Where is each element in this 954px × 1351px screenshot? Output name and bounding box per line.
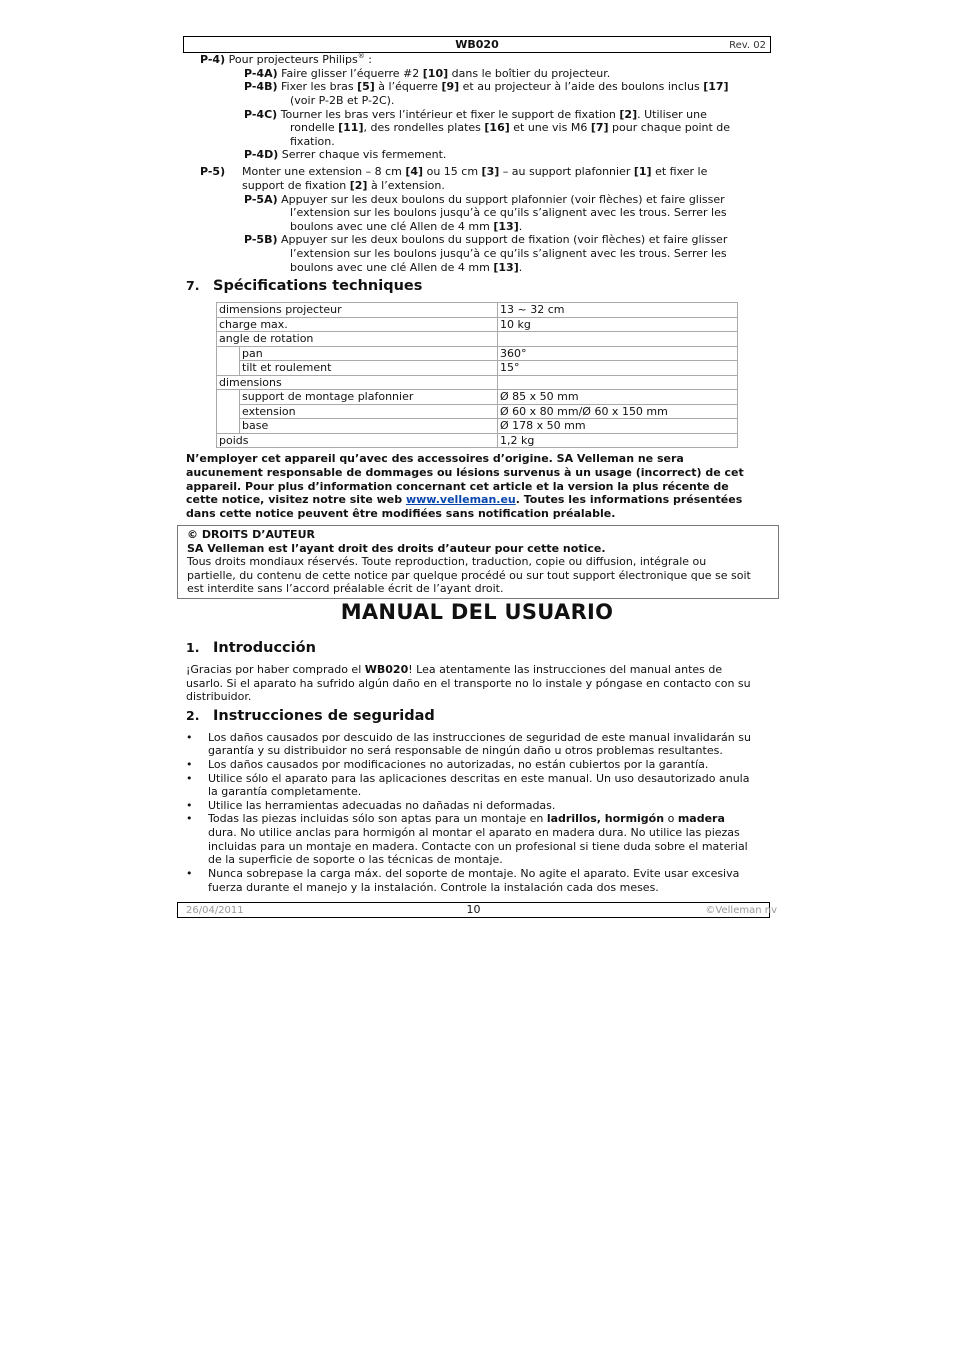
bullet-text: de la superficie de soporte o las técnicas de montaje. <box>208 853 503 866</box>
bullet-text: incluidas para un montaje en madera. Contacte con un profesional si tiene duda sobre el material <box>208 840 748 853</box>
step-label: P-4A) <box>244 67 278 80</box>
spec-value: 360° <box>498 346 738 361</box>
step-text: . <box>518 261 523 274</box>
spec-label: base <box>240 419 498 434</box>
step-text: . <box>518 220 523 233</box>
manual-title: MANUAL DEL USUARIO <box>340 600 614 624</box>
p5a-line-2: l’extension sur les boulons jusqu’à ce qu’ils s’alignent avec les trous. Serrer les <box>290 206 727 219</box>
spec-label: support de montage plafonnier <box>240 390 498 405</box>
bullet-text: Utilice sólo el aparato para las aplicaciones descritas en este manual. Un uso desautorizado anula <box>208 772 750 785</box>
part-ref: [13] <box>493 220 519 233</box>
warning-text: cette notice, visitez notre site web <box>186 493 406 507</box>
step-label: P-4D) <box>244 148 279 161</box>
step-label: P-4B) <box>244 80 278 93</box>
warning-line <box>186 493 766 507</box>
spec-value: 13 ~ 32 cm <box>498 303 738 318</box>
website-link[interactable]: www.velleman.eu <box>405 493 516 507</box>
spec-label: poids <box>217 433 498 448</box>
copyright-box <box>177 525 779 599</box>
step-text: Fixer les bras <box>277 80 358 93</box>
step-text: : <box>364 53 372 66</box>
part-ref: [2] <box>619 108 638 121</box>
spec-value <box>498 375 738 390</box>
copyright-text: Tous droits mondiaux réservés. Toute reproduction, traduction, copie ou diffusion, intégrale ou <box>187 555 707 568</box>
bullet-icon: • <box>186 772 193 785</box>
p5-label <box>200 165 225 179</box>
step-text: Faire glisser l’équerre #2 <box>277 67 423 80</box>
section-number: 7. <box>186 278 200 293</box>
spec-label: angle de rotation <box>217 332 498 347</box>
section-title: Spécifications techniques <box>213 278 423 294</box>
warning-line: dans cette notice peuvent être modifiées sans notification préalable. <box>186 507 616 521</box>
step-text: rondelle <box>290 121 339 134</box>
p4a-line <box>244 67 610 81</box>
p4b-line <box>244 80 729 94</box>
p4d-line <box>244 148 446 162</box>
indent-cell <box>217 404 240 419</box>
warning-line: N’employer cet appareil qu’avec des accessoires d’origine. SA Velleman ne sera <box>186 452 684 465</box>
bullet-text: Utilice las herramientas adecuadas no dañadas ni deformadas. <box>208 799 556 812</box>
intro-line: usarlo. Si el aparato ha sufrido algún daño en el transporte no lo instale y póngase en contacto con su <box>186 677 751 690</box>
step-label: P-5A) <box>244 193 278 206</box>
page-number: 10 <box>466 903 481 916</box>
section-heading-intro <box>186 641 316 656</box>
step-text: , des rondelles plates <box>363 121 485 134</box>
page-header <box>183 36 771 53</box>
step-text: . Utiliser une <box>637 108 707 121</box>
footer-date: 26/04/2011 <box>186 905 244 916</box>
intro-line <box>186 663 722 677</box>
accessory-warning <box>186 452 766 521</box>
p4c-line-2 <box>290 121 730 135</box>
table-row <box>217 375 738 390</box>
copyright-text: partielle, du contenu de cette notice par quelque procédé ou sur tout support électronique que se soit <box>187 569 751 582</box>
step-text: Pour projecteurs Philips <box>225 53 358 66</box>
step-text: pour chaque point de <box>608 121 731 134</box>
step-text: Serrer chaque vis fermement. <box>278 148 447 161</box>
part-ref: [4] <box>405 165 424 178</box>
bullet-text: dura. No utilice anclas para hormigón al montar el aparato en madera dura. No utilice las piezas <box>208 826 740 839</box>
part-ref: [9] <box>441 80 460 93</box>
bullet-text: Los daños causados por descuido de las instrucciones de seguridad de este manual invalidarán su <box>208 731 751 744</box>
revision: Rev. 02 <box>729 40 766 51</box>
step-text: à l’extension. <box>367 179 445 192</box>
copyright-title: © DROITS D’AUTEUR <box>187 528 315 541</box>
p5b-line-3 <box>290 261 522 275</box>
indent-cell <box>217 390 240 405</box>
step-text: Appuyer sur les deux boulons du support plafonnier (voir flèches) et faire glisser <box>277 193 725 206</box>
bullet-text: la garantía completamente. <box>208 785 362 798</box>
intro-text: ! Lea atentamente las instrucciones del manual antes de <box>408 663 723 676</box>
warning-text: . Toutes les informations présentées <box>515 493 743 507</box>
spec-value: 10 kg <box>498 317 738 332</box>
part-ref: [13] <box>493 261 519 274</box>
part-ref: [10] <box>422 67 449 80</box>
part-ref: [11] <box>338 121 364 134</box>
intro-text: ¡Gracias por haber comprado el <box>186 663 365 676</box>
table-row <box>217 361 738 376</box>
indent-cell <box>217 419 240 434</box>
spec-label: extension <box>240 404 498 419</box>
table-row <box>217 332 738 347</box>
bullet-emphasis: madera <box>677 812 725 825</box>
bullet-segment: Todas las piezas incluidas sólo son aptas para un montaje en <box>208 812 547 825</box>
p5-line <box>242 165 707 179</box>
spec-label: charge max. <box>217 317 498 332</box>
spec-label: pan <box>240 346 498 361</box>
p4-line <box>200 53 372 67</box>
table-row <box>217 317 738 332</box>
step-text: et au projecteur à l’aide des boulons inclus <box>459 80 704 93</box>
p5a-line <box>244 193 725 207</box>
bullet-icon: • <box>186 799 193 812</box>
step-text: et une vis M6 <box>509 121 591 134</box>
spec-label: dimensions projecteur <box>217 303 498 318</box>
step-label: P-5B) <box>244 233 278 246</box>
bullet-text: fuerza durante el manejo y la instalación. Controle la instalación cada dos meses. <box>208 881 659 894</box>
bullet-text: Los daños causados por modificaciones no autorizadas, no están cubiertos por la garantía. <box>208 758 709 771</box>
table-row <box>217 390 738 405</box>
p4b-line-2: (voir P-2B et P-2C). <box>290 94 395 107</box>
p5a-line-3 <box>290 220 522 234</box>
part-ref: [1] <box>633 165 652 178</box>
step-text: et fixer le <box>651 165 708 178</box>
bullet-icon: • <box>186 731 193 744</box>
table-row <box>217 346 738 361</box>
spec-value: 15° <box>498 361 738 376</box>
indent-cell <box>217 346 240 361</box>
warning-line: appareil. Pour plus d’information concernant cet article et la version la plus récente de <box>186 479 729 493</box>
spec-value: 1,2 kg <box>498 433 738 448</box>
indent-cell <box>217 361 240 376</box>
model-number: WB020 <box>455 38 499 51</box>
bullet-icon: • <box>186 758 193 771</box>
step-label: P-5) <box>200 165 226 178</box>
table-row <box>217 419 738 434</box>
spec-label: dimensions <box>217 375 498 390</box>
step-label: P-4) <box>200 53 226 66</box>
spec-value: Ø 178 x 50 mm <box>498 419 738 434</box>
step-text: dans le boîtier du projecteur. <box>448 67 611 80</box>
footer-copyright: ©Velleman nv <box>705 905 777 916</box>
bullet-icon: • <box>186 812 193 825</box>
step-text: – au support plafonnier <box>499 165 634 178</box>
step-text: boulons avec une clé Allen de 4 mm <box>290 261 494 274</box>
bullet-icon: • <box>186 867 193 880</box>
table-row <box>217 433 738 448</box>
copyright-text: est interdite sans l’accord préalable écrit de l’ayant droit. <box>187 582 504 595</box>
p5b-line <box>244 233 727 247</box>
table-row <box>217 404 738 419</box>
step-text: Tourner les bras vers l’intérieur et fixer le support de fixation <box>277 108 620 121</box>
step-text: ou 15 cm <box>423 165 482 178</box>
section-heading-specs <box>186 279 422 294</box>
step-text: à l’équerre <box>374 80 442 93</box>
intro-line: distribuidor. <box>186 690 252 703</box>
part-ref: [7] <box>590 121 609 134</box>
spec-value: Ø 85 x 50 mm <box>498 390 738 405</box>
step-text: Monter une extension – 8 cm <box>242 165 406 178</box>
page-footer <box>177 902 777 918</box>
section-title: Introducción <box>213 640 316 656</box>
section-number: 1. <box>186 640 200 655</box>
part-ref: [16] <box>484 121 510 134</box>
part-ref: [2] <box>349 179 368 192</box>
bullet-text: Nunca sobrepase la carga máx. del soporte de montaje. No agite el aparato. Evite usar excesiva <box>208 867 740 880</box>
registered-mark: ® <box>357 52 365 60</box>
part-ref: [17] <box>703 80 729 93</box>
bullet-segment: o <box>664 812 678 825</box>
bullet-text: garantía y su distribuidor no será responsable de ningún daño u otros problemas resultantes. <box>208 744 723 757</box>
section-number: 2. <box>186 708 200 723</box>
section-title: Instrucciones de seguridad <box>213 708 435 724</box>
copyright-owner: SA Velleman est l’ayant droit des droits d’auteur pour cette notice. <box>187 542 606 555</box>
table-row <box>217 303 738 318</box>
section-heading-safety <box>186 709 435 724</box>
p5b-line-2: l’extension sur les boulons jusqu’à ce qu’ils s’alignent avec les trous. Serrer les <box>290 247 727 260</box>
model-ref: WB020 <box>364 663 409 676</box>
spec-label: tilt et roulement <box>240 361 498 376</box>
step-label: P-4C) <box>244 108 278 121</box>
part-ref: [5] <box>357 80 375 93</box>
warning-line: aucunement responsable de dommages ou lésions survenus à un usage (incorrect) de cet <box>186 465 744 479</box>
spec-table <box>216 302 738 448</box>
spec-value: Ø 60 x 80 mm/Ø 60 x 150 mm <box>498 404 738 419</box>
p4c-line-3: fixation. <box>290 135 335 148</box>
part-ref: [3] <box>481 165 500 178</box>
spec-value <box>498 332 738 347</box>
bullet-emphasis: ladrillos, hormigón <box>546 812 665 825</box>
step-text: support de fixation <box>242 179 350 192</box>
step-text: boulons avec une clé Allen de 4 mm <box>290 220 494 233</box>
p5-line-2 <box>242 179 445 193</box>
p4c-line <box>244 108 707 122</box>
bullet-text <box>208 812 725 826</box>
step-text: Appuyer sur les deux boulons du support de fixation (voir flèches) et faire glisser <box>277 233 728 246</box>
